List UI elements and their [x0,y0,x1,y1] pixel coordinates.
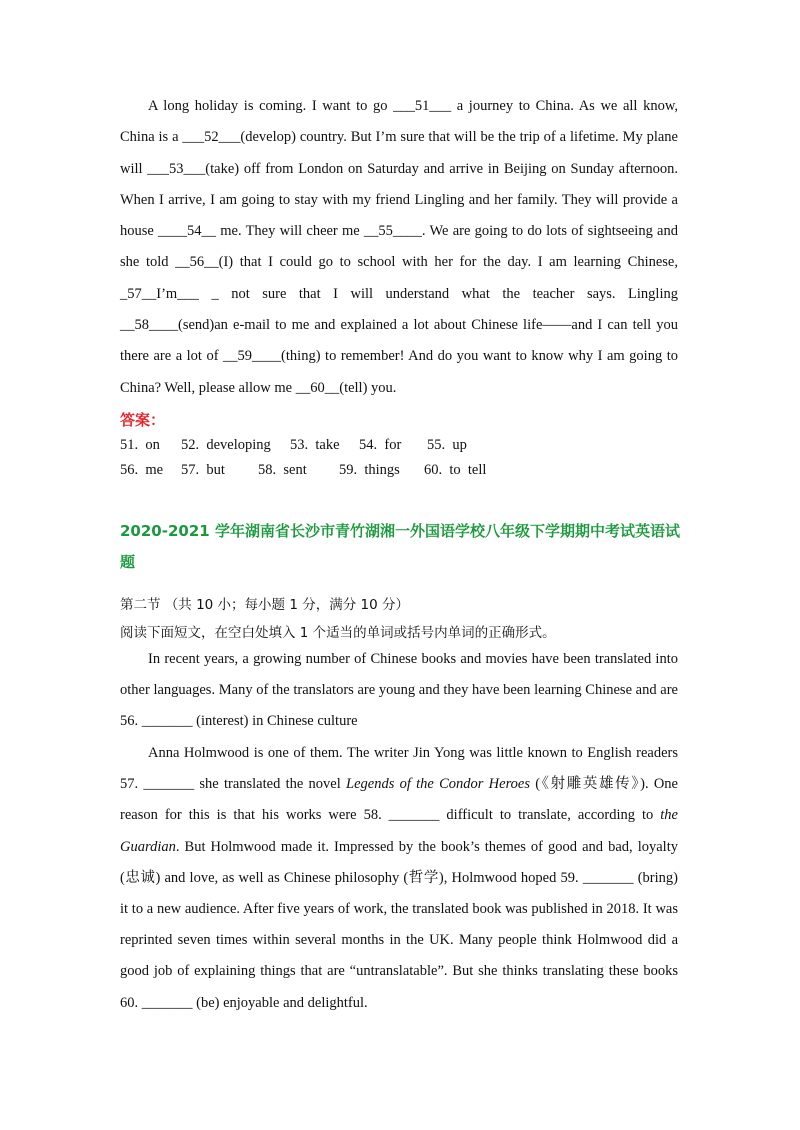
passage-2-paragraph-1 [120,644,678,738]
answer-row-1 [120,437,467,454]
novel-title: Legends of the Condor Heroes [346,776,531,793]
answer-57: 57. but [181,462,225,478]
newspaper-name: the Guardian [120,807,678,855]
answer-55: 55. up [427,437,467,453]
answer-56: 56. me [120,462,164,478]
passage-2-paragraph-2-text-c: . But Holmwood made it. Impressed by the book’s themes of good and bad, loyalty (忠诚) and love, as well as Chinese philosophy (哲学), Holmwood hoped 59. _______ (bring) it to a new audience. After five years of work, the translated book was published in 2018. It was reprinted seven times within several months in the UK. Many people think Holmwood did a good job of explaining things that are “untranslatable”. But she thinks translating these books 60. _______ (be) enjoyable and delightful. [120,838,678,1011]
answer-54: 54. for [359,437,402,453]
passage-1 [120,91,678,404]
answer-label: 答案： [120,411,166,429]
answer-52: 52. developing [181,437,271,453]
section-instruction: 阅读下面短文，在空白处填入 1 个适当的单词或括号内单词的正确形式。 [120,625,556,641]
answer-row-2 [120,462,486,479]
answer-58: 58. sent [258,462,307,478]
section-title: 2020-2021 学年湖南省长沙市青竹湖湘一外国语学校八年级下学期期中考试英语试题 [120,522,680,571]
answer-51: 51. on [120,437,160,453]
passage-2-paragraph-2 [120,738,678,1019]
passage-1-text: A long holiday is coming. I want to go ___51___ a journey to China. As we all know, China is a ___52___(develop) country. But I’m sure that will be the trip of a lifetime. My plane will ___53___(take) off from London on Saturday and arrive in Beijing on Sunday afternoon. When I arrive, I am going to stay with my friend Lingling and her family. They will provide a house ____54__ me. They will cheer me __55____. We are going to do lots of sightseeing and she told __56__(I) that I could go to school with her for the day. I am learning Chinese, _57__I’m___ _ not sure that I will understand what the teacher says. Lingling __58____(send)an e-mail to me and explained a lot about Chinese life——and I can tell you there are a lot of __59____(thing) to remember! And do you want to know why I am going to China? Well, please allow me __60__(tell) you. [120,98,678,396]
passage-2-paragraph-2-text-b: (《射雕英雄传》). One reason for this is that his works were 58. _______ difficult to translate, according to [120,776,678,824]
passage-2-paragraph-1-text: In recent years, a growing number of Chinese books and movies have been translated into other languages. Many of the translators are young and they have been learning Chinese and are 56. _______ (interest) in Chinese culture [120,651,678,730]
answer-53: 53. take [290,437,340,453]
answer-60: 60. to tell [424,462,487,478]
passage-2-paragraph-2-text-a: Anna Holmwood is one of them. The writer Jin Yong was little known to English readers 57. _______ she translated the novel [120,745,678,793]
answer-59: 59. things [339,462,400,478]
section-label: 第二节 （共 10 小；每小题 1 分，满分 10 分） [120,597,409,613]
